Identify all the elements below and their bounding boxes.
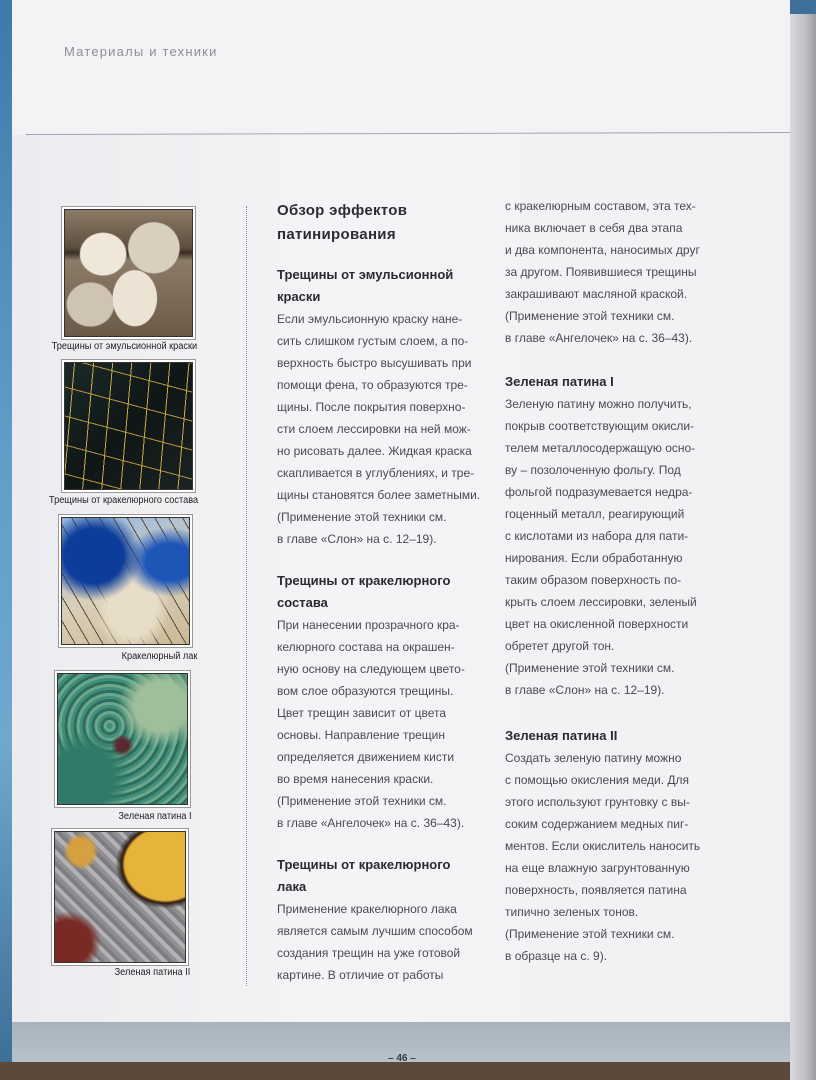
page-header: [8, 0, 796, 135]
book-cover-corner: [790, 0, 816, 14]
section-body: Применение кракелюрного лака является самым лучшим способом создания трещин на уже готовой картине. В отличие от работы: [277, 902, 473, 982]
continued-text: с кракелюрным составом, эта тех- ника включает в себя два этапа и два компонента, наносимых друг за другом. Появившиеся трещины закрашивают масляной краской. (Применение этой техники см. в главе «Ангелочек» на с. 36–43).: [505, 199, 700, 345]
section-body: Создать зеленую патину можно с помощью окисления меди. Для этого используют грунтовку с вы- соким содержанием медных пиг- ментов. Если окислитель наносить на еще влажную загрунтованную поверхность, появляется патина типично зеленых тонов. (Применение этой техники см. в образце на с. 9).: [505, 751, 701, 963]
section-heading: Зеленая патина II: [505, 728, 618, 743]
section-body: Зеленую патину можно получить, покрыв соответствующим окисли- телем металлосодержащую осно- ву – позолоченную фольгу. Под фольгой подразумевается недра- гоценный металл, реагирующий с кислотами из набора для пати- нирования. Если обработанную таким образом поверхность по- крыть слоем лессировки, зеленый цвет на окисленной поверхности обретет другой тон. (Применение этой техники см. в главе «Слон» на с. 12–19).: [505, 397, 697, 697]
section-heading: Трещины от кракелюрного состава: [277, 573, 451, 610]
thumbnail-caption: Трещины от эмульсионной краски: [51, 341, 197, 352]
section-heading: Трещины от кракелюрного лака: [277, 857, 451, 894]
text-column-1: [277, 199, 502, 986]
book-edge-left: [0, 0, 12, 1062]
column-divider: [246, 206, 247, 986]
text-column-2: [505, 195, 735, 967]
section-body: Если эмульсионную краску нане- сить слишком густым слоем, а по- верхность быстро высушивать при помощи фена, то образуются тре- щины. После покрытия поверхно- сти слоем лессировки на ней мож- но рисовать далее. Жидкая краска скапливается в углублениях, и тре- щины становятся более заметными. (Применение этой техники см. в главе «Слон» на с. 12–19).: [277, 312, 481, 546]
section-body: При нанесении прозрачного кра- келюрного состава на окрашен- ную основу на следующем цвето- вом слое образуются трещины. Цвет трещин зависит от цвета основы. Направление трещин определяется движением кисти во время нанесения краски. (Применение этой техники см. в главе «Ангелочек» на с. 36–43).: [277, 618, 465, 830]
thumbnail-caption: Зеленая патина II: [114, 967, 190, 978]
section-heading: Трещины от эмульсионной краски: [277, 267, 454, 304]
book-page: [8, 0, 796, 1062]
book-edge-right: [790, 0, 816, 1080]
thumbnail-green-patina-2: [54, 831, 186, 963]
section-heading: Зеленая патина I: [505, 374, 614, 389]
thumbnail-crackle-varnish: [61, 517, 190, 645]
thumbnail-craquelure-composition: [64, 362, 193, 490]
thumbnail-caption: Трещины от кракелюрного состава: [48, 495, 198, 506]
article-title: Обзор эффектов патинирования: [277, 202, 408, 243]
thumbnail-emulsion-cracks: [64, 209, 193, 337]
page-number: – 46 –: [388, 1053, 416, 1062]
thumbnail-green-patina-1: [57, 673, 188, 805]
thumbnail-caption: Зеленая патина I: [118, 811, 192, 822]
section-title: Материалы и техники: [64, 44, 218, 59]
thumbnail-caption: Кракелюрный лак: [121, 651, 197, 662]
